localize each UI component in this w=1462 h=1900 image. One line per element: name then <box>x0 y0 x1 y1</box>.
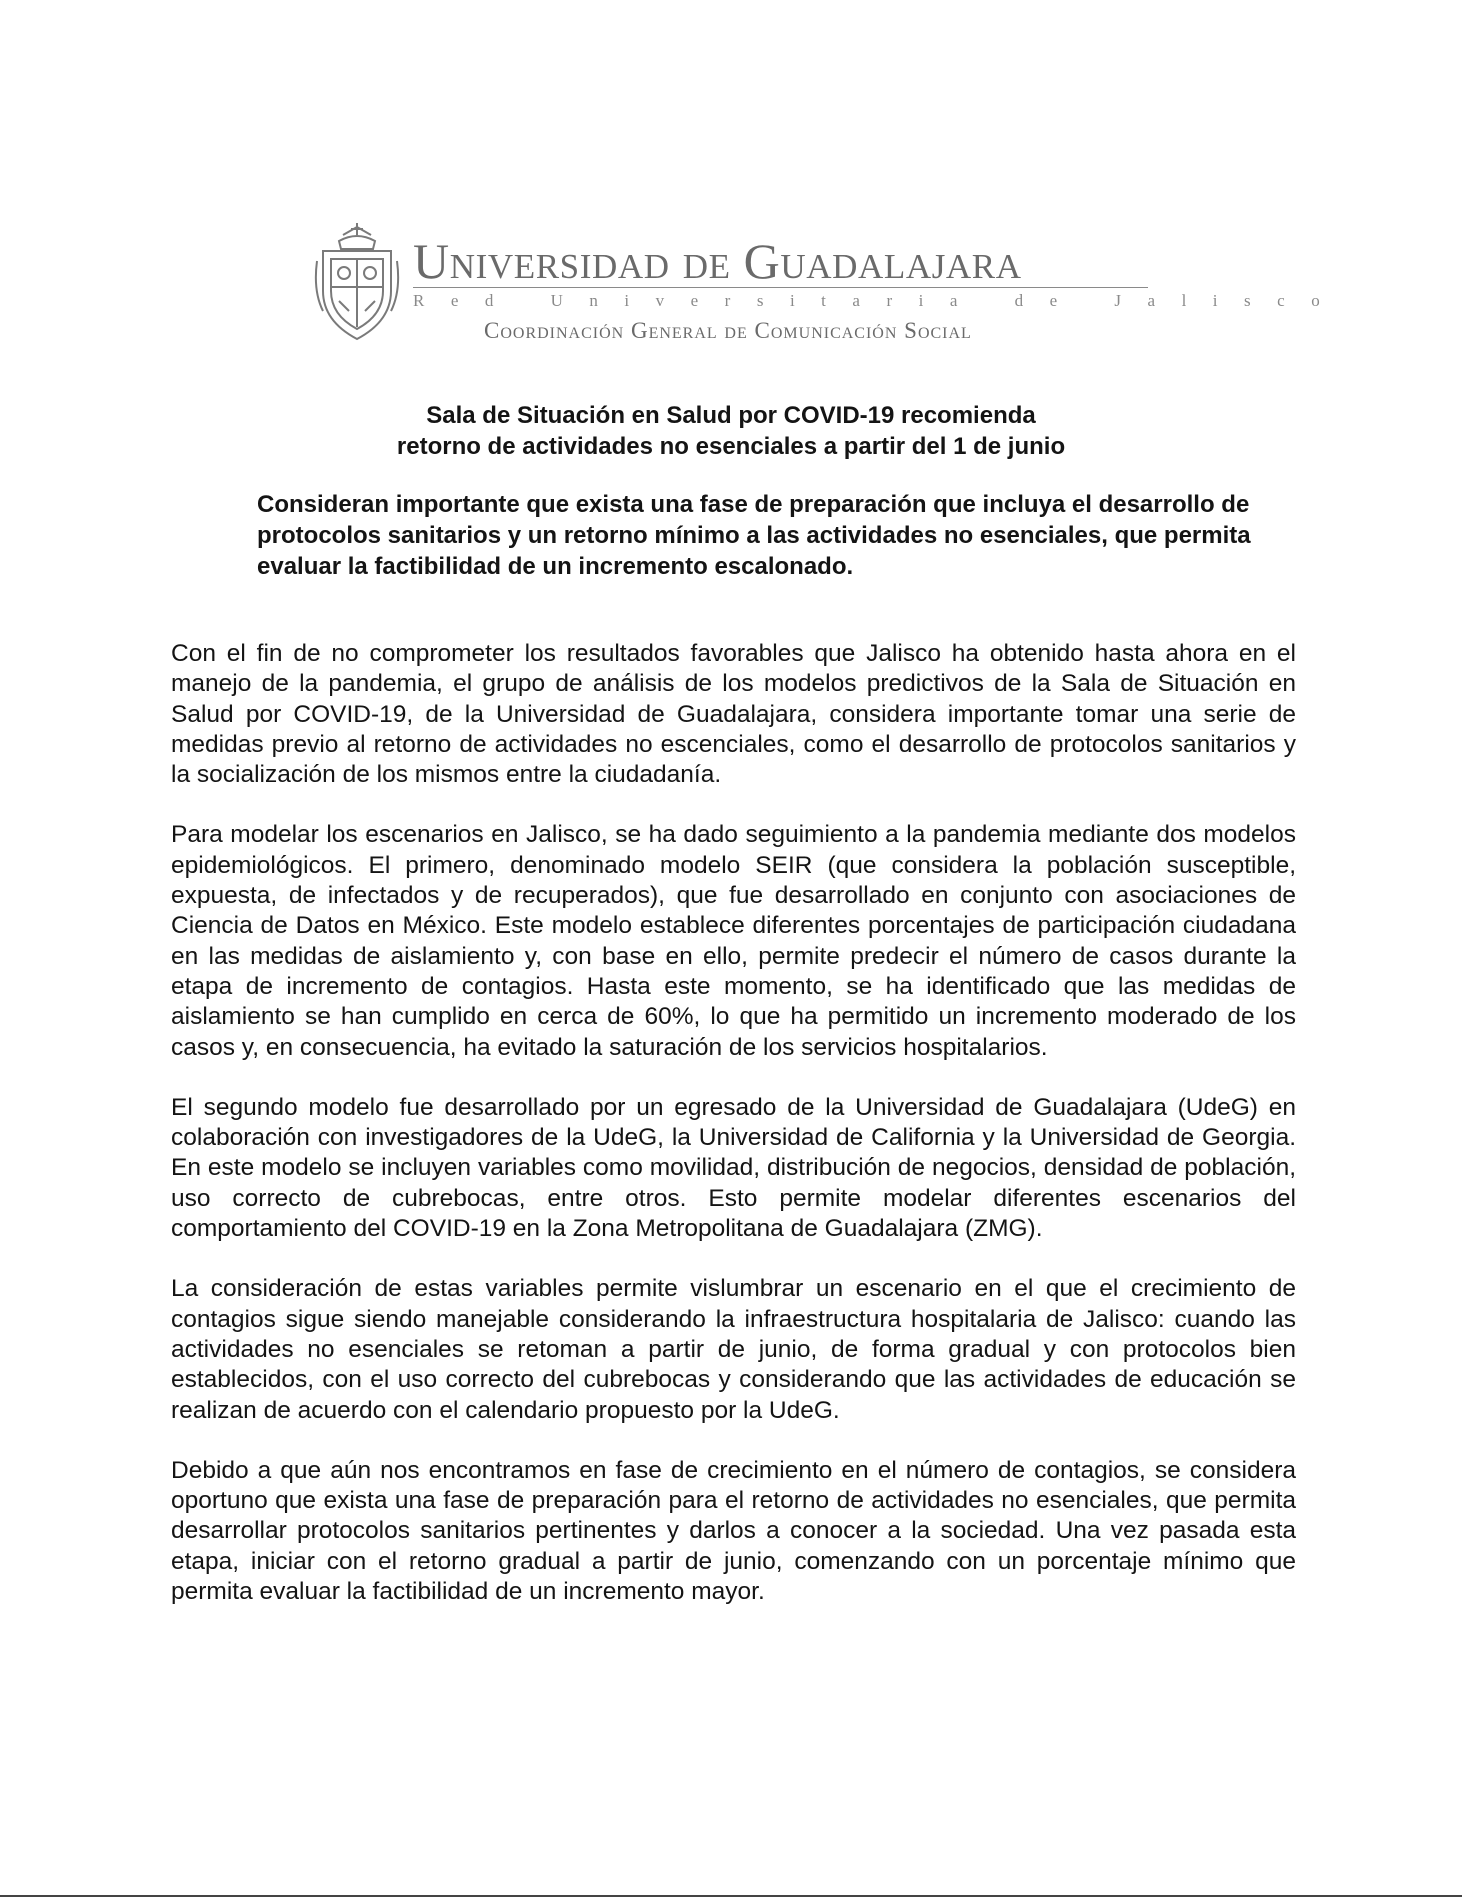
paragraph: El segundo modelo fue desarrollado por un egresado de la Universidad de Guadalajara (UdeG) en colaboración con investigadores de la UdeG, la Universidad de California y la Universidad de Georgia. En este modelo se incluyen variables como movilidad, distribución de negocios, densidad de población, uso correcto de cubrebocas, entre otros. Esto permite modelar diferentes escenarios del comportamiento del COVID-19 en la Zona Metropolitana de Guadalajara (ZMG). <box>171 1093 1296 1243</box>
paragraph: Debido a que aún nos encontramos en fase de crecimiento en el número de contagios, se considera oportuno que exista una fase de preparación para el retorno de actividades no esenciales, que permita desarrollar protocolos sanitarios pertinentes y darlos a conocer a la sociedad. Una vez pasada esta etapa, iniciar con el retorno gradual a partir de junio, comenzando con un porcentaje mínimo que permita evaluar la factibilidad de un incremento mayor. <box>171 1456 1296 1606</box>
university-network: Red Universitaria de Jalisco <box>413 291 1347 310</box>
letterhead-rule <box>413 287 1148 288</box>
press-release-subtitle: Consideran importante que exista una fase de preparación que incluya el desarrollo de protocolos sanitarios y un retorno mínimo a las actividades no esenciales, que permita evaluar la factibilidad de un incremento escalonado. <box>257 491 1251 580</box>
title-line-2: retorno de actividades no esenciales a partir del 1 de junio <box>396 433 1066 460</box>
letterhead <box>313 221 1347 347</box>
university-name: Universidad de Guadalajara <box>413 233 1022 289</box>
paragraph: Para modelar los escenarios en Jalisco, se ha dado seguimiento a la pandemia mediante dos modelos epidemiológicos. El primero, denominado modelo SEIR (que considera la población susceptible, expuesta, de infectados y de recuperados), que fue desarrollado en conjunto con asociaciones de Ciencia de Datos en México. Este modelo establece diferentes porcentajes de participación ciudadana en las medidas de aislamiento y, con base en ello, permite predecir el número de casos durante la etapa de incremento de contagios. Hasta este momento, se ha identificado que las medidas de aislamiento se han cumplido en cerca de 60%, lo que ha permitido un incremento moderado de los casos y, en consecuencia, ha evitado la saturación de los servicios hospitalarios. <box>171 821 1296 1061</box>
paragraph: La consideración de estas variables permite vislumbrar un escenario en el que el crecimiento de contagios sigue siendo manejable considerando la infraestructura hospitalaria de Jalisco: cuando las actividades no esenciales se retoman a partir de junio, de forma gradual y con protocolos bien establecidos, con el uso correcto del cubrebocas y considerando que las actividades de educación se realizan de acuerdo con el calendario propuesto por la UdeG. <box>171 1275 1296 1424</box>
page-bottom-rule <box>0 1895 1462 1897</box>
title-line-1: Sala de Situación en Salud por COVID-19 recomienda <box>426 402 1036 429</box>
department-name: Coordinación General de Comunicación Social <box>484 318 972 343</box>
university-crest-icon <box>313 221 401 343</box>
body-text <box>171 639 1296 1637</box>
press-release-title <box>200 400 1262 462</box>
paragraph: Con el fin de no comprometer los resultados favorables que Jalisco ha obtenido hasta ahora en el manejo de la pandemia, el grupo de análisis de los modelos predictivos de la Sala de Situación en Salud por COVID-19, de la Universidad de Guadalajara, considera importante tomar una serie de medidas previo al retorno de actividades no escenciales, como el desarrollo de protocolos sanitarios y la socialización de los mismos entre la ciudadanía. <box>171 640 1296 789</box>
